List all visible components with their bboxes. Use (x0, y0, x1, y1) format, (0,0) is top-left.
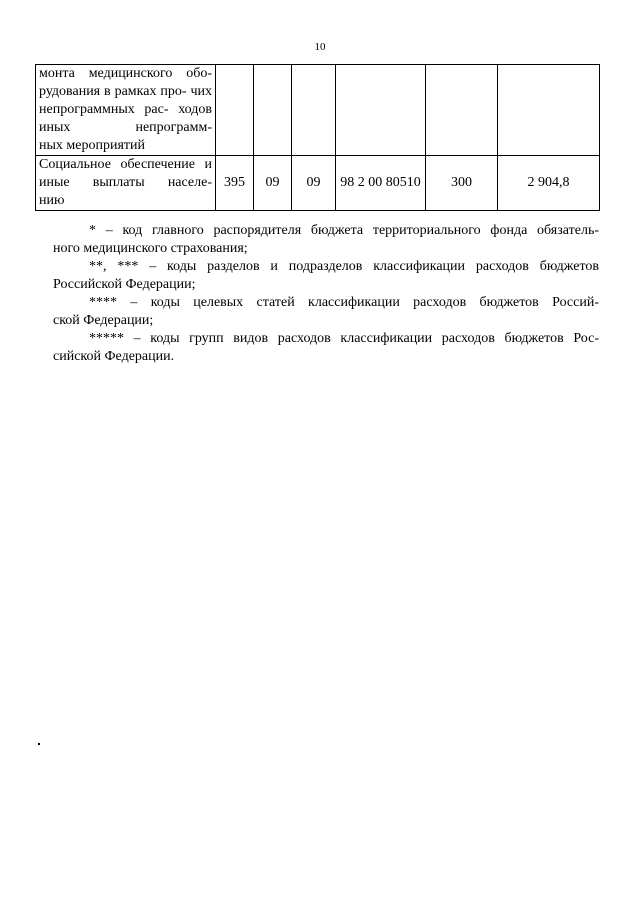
cell-subsection-code (292, 65, 336, 156)
cell-target-article (336, 65, 426, 156)
cell-expense-type (426, 65, 498, 156)
cell-section-code: 09 (254, 156, 292, 211)
cell-amount: 2 904,8 (498, 156, 600, 211)
footnote: ***** – коды групп видов расходов классификации расходов бюджетов Рос- сийской Федерации. (53, 331, 599, 364)
cell-section-code (254, 65, 292, 156)
scan-speck (38, 743, 40, 745)
footnote: **** – коды целевых статей классификации расходов бюджетов Россий- ской Федерации; (53, 295, 599, 328)
cell-grbs-code (216, 65, 254, 156)
table-row (36, 156, 600, 211)
budget-table (35, 64, 600, 211)
table-row (36, 65, 600, 156)
footnote: * – код главного распорядителя бюджета территориального фонда обязатель- ного медицинского страхования; (53, 223, 599, 256)
row-description: Социальное обеспечение и иные выплаты населе- нию (36, 156, 216, 211)
cell-grbs-code: 395 (216, 156, 254, 211)
cell-subsection-code: 09 (292, 156, 336, 211)
row-description: монта медицинского обо- рудования в рамках про- чих непрограммных рас- ходов иных непрограмм- ных мероприятий (36, 65, 216, 156)
page-number: 10 (314, 41, 326, 53)
footnote: **, *** – коды разделов и подразделов классификации расходов бюджетов Российской Федерации; (53, 259, 599, 292)
footnotes (53, 222, 599, 366)
cell-amount (498, 65, 600, 156)
cell-expense-type: 300 (426, 156, 498, 211)
cell-target-article: 98 2 00 80510 (336, 156, 426, 211)
